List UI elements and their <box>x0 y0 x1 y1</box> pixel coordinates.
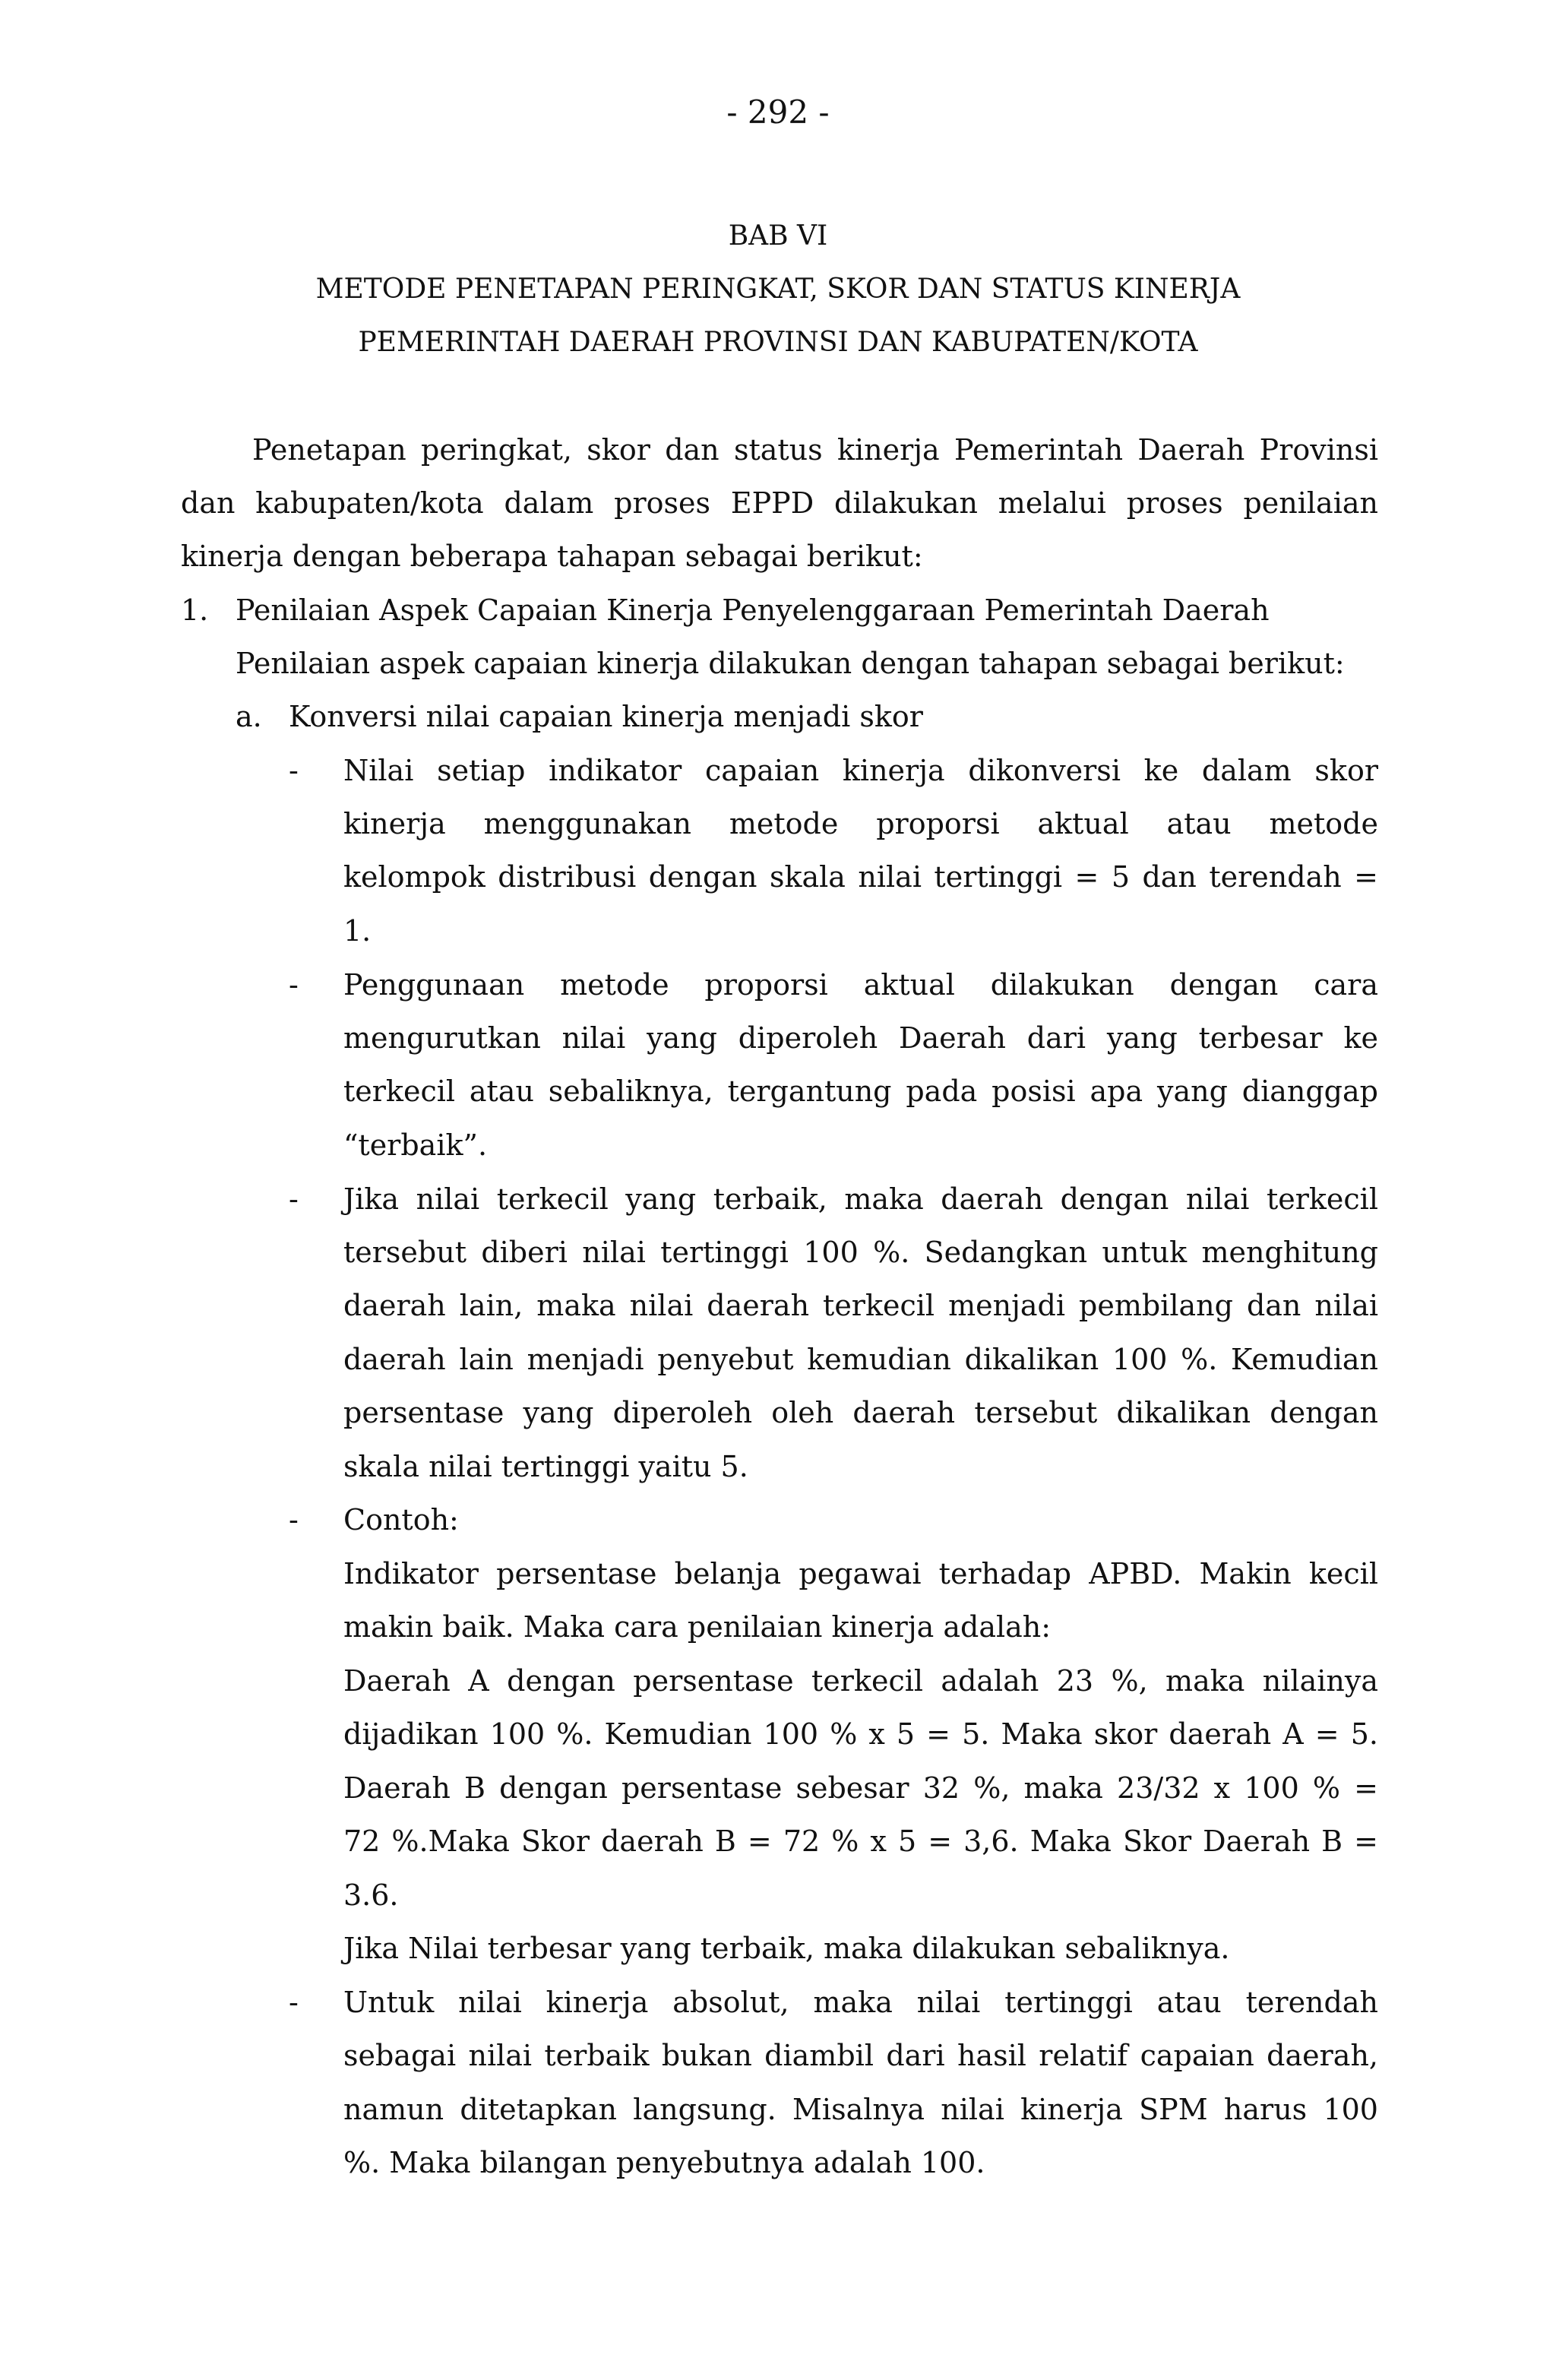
example-line: Jika Nilai terbesar yang terbaik, maka dilakukan sebaliknya. <box>343 1932 1230 1965</box>
example-label: Contoh: <box>343 1503 459 1537</box>
bullet-line: %. Maka bilangan penyebutnya adalah 100. <box>343 2146 985 2179</box>
section-number: 1. <box>181 593 209 627</box>
bullet-line: daerah lain, maka nilai daerah terkecil menjadi pembilang dan nilai <box>343 1289 1378 1322</box>
subsection-letter: a. <box>236 700 262 733</box>
example-line: 72 %.Maka Skor daerah B = 72 % x 5 = 3,6. Maka Skor Daerah B = <box>343 1825 1378 1858</box>
chapter-title-line-2: PEMERINTAH DAERAH PROVINSI DAN KABUPATEN/KOTA <box>358 327 1198 358</box>
chapter-number: BAB VI <box>728 220 828 252</box>
bullet-line: kelompok distribusi dengan skala nilai tertinggi = 5 dan terendah = <box>343 860 1378 894</box>
bullet-line: persentase yang diperoleh oleh daerah tersebut dikalikan dengan <box>343 1396 1378 1429</box>
intro-line: Penetapan peringkat, skor dan status kinerja Pemerintah Daerah Provinsi <box>252 433 1378 467</box>
bullet-line: terkecil atau sebaliknya, tergantung pada posisi apa yang dianggap <box>343 1074 1378 1108</box>
section-title: Penilaian Aspek Capaian Kinerja Penyelenggaraan Pemerintah Daerah <box>236 593 1270 627</box>
bullet-dash: - <box>289 1503 299 1537</box>
bullet-dash: - <box>289 1986 299 2019</box>
example-line: dijadikan 100 %. Kemudian 100 % x 5 = 5. Maka skor daerah A = 5. <box>343 1717 1378 1751</box>
bullet-dash: - <box>289 754 299 787</box>
bullet-line: skala nilai tertinggi yaitu 5. <box>343 1450 748 1483</box>
bullet-line: Nilai setiap indikator capaian kinerja dikonversi ke dalam skor <box>343 754 1378 787</box>
bullet-line: namun ditetapkan langsung. Misalnya nilai kinerja SPM harus 100 <box>343 2093 1378 2126</box>
bullet-line: mengurutkan nilai yang diperoleh Daerah dari yang terbesar ke <box>343 1021 1378 1055</box>
example-line: Daerah A dengan persentase terkecil adalah 23 %, maka nilainya <box>343 1664 1378 1698</box>
example-line: Daerah B dengan persentase sebesar 32 %, maka 23/32 x 100 % = <box>343 1771 1378 1805</box>
bullet-dash: - <box>289 1182 299 1216</box>
bullet-line: sebagai nilai terbaik bukan diambil dari hasil relatif capaian daerah, <box>343 2039 1378 2072</box>
intro-line: dan kabupaten/kota dalam proses EPPD dilakukan melalui proses penilaian <box>181 486 1378 520</box>
bullet-dash: - <box>289 968 299 1002</box>
bullet-line: tersebut diberi nilai tertinggi 100 %. Sedangkan untuk menghitung <box>343 1236 1378 1269</box>
bullet-line: kinerja menggunakan metode proporsi aktual atau metode <box>343 807 1378 840</box>
bullet-line: Penggunaan metode proporsi aktual dilakukan dengan cara <box>343 968 1378 1002</box>
bullet-line: Jika nilai terkecil yang terbaik, maka daerah dengan nilai terkecil <box>343 1182 1378 1216</box>
example-line: makin baik. Maka cara penilaian kinerja adalah: <box>343 1610 1052 1644</box>
subsection-title: Konversi nilai capaian kinerja menjadi skor <box>289 700 923 733</box>
example-line: Indikator persentase belanja pegawai terhadap APBD. Makin kecil <box>343 1557 1378 1590</box>
bullet-line: “terbaik”. <box>343 1128 488 1162</box>
bullet-line: Untuk nilai kinerja absolut, maka nilai tertinggi atau terendah <box>343 1986 1378 2019</box>
section-intro: Penilaian aspek capaian kinerja dilakukan dengan tahapan sebagai berikut: <box>236 647 1345 680</box>
bullet-line: daerah lain menjadi penyebut kemudian dikalikan 100 %. Kemudian <box>343 1343 1378 1376</box>
example-line: 3.6. <box>343 1878 399 1912</box>
intro-line: kinerja dengan beberapa tahapan sebagai berikut: <box>181 540 923 573</box>
chapter-title-line-1: METODE PENETAPAN PERINGKAT, SKOR DAN STATUS KINERJA <box>315 274 1241 305</box>
bullet-line: 1. <box>343 914 372 948</box>
page-number: - 292 - <box>726 93 830 131</box>
